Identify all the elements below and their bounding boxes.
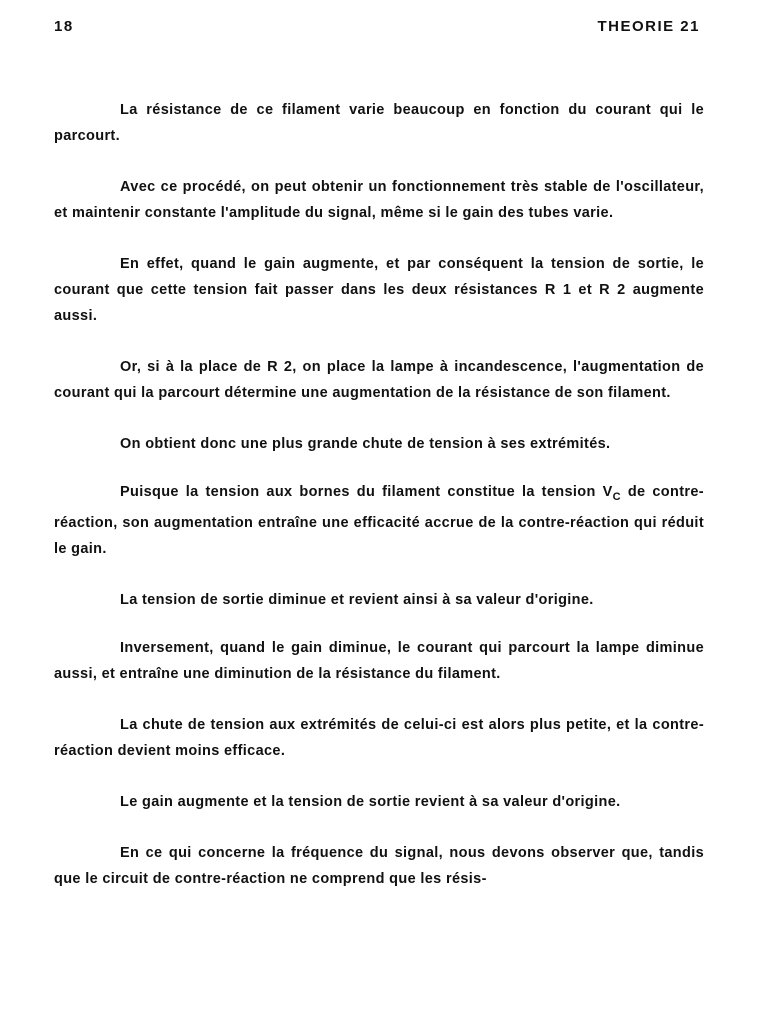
paragraph-9: La chute de tension aux extrémités de celui-ci est alors plus petite, et la contre-réaction devient moins efficace. — [54, 717, 704, 759]
paragraph-6-text-start: Puisque la tension aux bornes du filament constitue la tension V — [120, 484, 613, 500]
running-title: THEORIE 21 — [597, 18, 700, 35]
paragraph-2: Avec ce procédé, on peut obtenir un fonctionnement très stable de l'oscillateur, et maintenir constante l'amplitude du signal, même si le gain des tubes varie. — [54, 179, 704, 221]
paragraph-4: Or, si à la place de R 2, on place la lampe à incandescence, l'augmentation de courant qui la parcourt détermine une augmentation de la résistance de son filament. — [54, 359, 704, 401]
body-text — [54, 97, 704, 917]
paragraph-10: Le gain augmente et la tension de sortie revient à sa valeur d'origine. — [120, 794, 621, 810]
voltage-subscript: C — [612, 491, 621, 503]
paragraph-5: On obtient donc une plus grande chute de tension à ses extrémités. — [120, 436, 611, 452]
paragraph-6 — [54, 479, 704, 562]
paragraph-6-text-end: de contre-réaction, son augmentation entraîne une efficacité accrue de la contre-réaction qui réduit le gain. — [54, 484, 704, 557]
paragraph-8: Inversement, quand le gain diminue, le courant qui parcourt la lampe diminue aussi, et entraîne une diminution de la résistance du filament. — [54, 640, 704, 682]
page-header — [54, 18, 700, 42]
paragraph-3: En effet, quand le gain augmente, et par conséquent la tension de sortie, le courant que cette tension fait passer dans les deux résistances R 1 et R 2 augmente aussi. — [54, 256, 704, 324]
paragraph-11: En ce qui concerne la fréquence du signal, nous devons observer que, tandis que le circuit de contre-réaction ne comprend que les résis- — [54, 845, 704, 887]
paragraph-7: La tension de sortie diminue et revient ainsi à sa valeur d'origine. — [120, 592, 594, 608]
paragraph-1: La résistance de ce filament varie beaucoup en fonction du courant qui le parcourt. — [54, 102, 704, 144]
page-number: 18 — [54, 18, 74, 35]
